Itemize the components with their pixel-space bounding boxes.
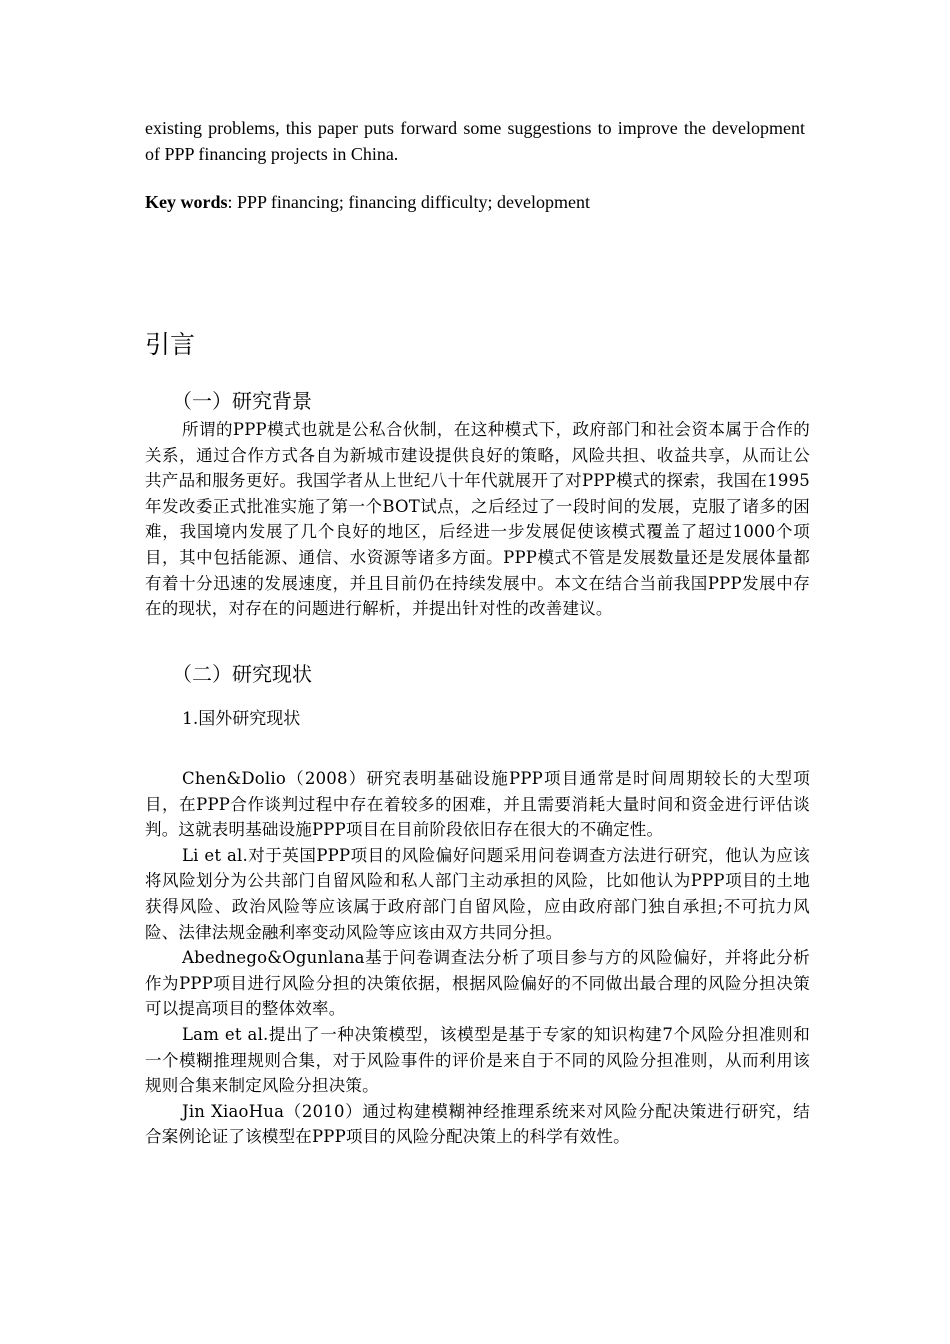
abstract-continuation: existing problems, this paper puts forward some suggestions to improve the development of PPP financing projects in China. <box>145 118 805 164</box>
research-paragraph-abednego: Abednego&Ogunlana基于问卷调查法分析了项目参与方的风险偏好，并将此分析作为PPP项目进行风险分担的决策依据，根据风险偏好的不同做出最合理的风险分担决策可以提高项目的整体效率。 <box>145 948 810 1019</box>
subheading-foreign-research: 1.国外研究现状 <box>182 709 301 729</box>
research-paragraph-li: Li et al.对于英国PPP项目的风险偏好问题采用问卷调查方法进行研究，他认为应该将风险划分为公共部门自留风险和私人部门主动承担的风险，比如他认为PPP项目的土地获得风险、政治风险等应该属于政府部门自留风险，应由政府部门独自承担;不可抗力风险、法律法规金融利率变动风险等应该由双方共同分担。 <box>145 845 810 942</box>
background-paragraph: 所谓的PPP模式也就是公私合伙制，在这种模式下，政府部门和社会资本属于合作的关系，通过合作方式各自为新城市建设提供良好的策略，风险共担、收益共享，从而让公共产品和服务更好。我国学者从上世纪八十年代就展开了对PPP模式的探索，我国在1995年发改委正式批准实施了第一个BOT试点，之后经过了一段时间的发展，克服了诸多的困难，我国境内发展了几个良好的地区，后经进一步发展促使该模式覆盖了超过1000个项目，其中包括能源、通信、水资源等诸多方面。PPP模式不管是发展数量还是发展体量都有着十分迅速的发展速度，并且目前仍在持续发展中。本文在结合当前我国PPP发展中存在的现状，对存在的问题进行解析，并提出针对性的改善建议。 <box>145 420 810 619</box>
foreign-research-paragraphs <box>145 766 810 1150</box>
section-heading-status: （二）研究现状 <box>172 662 312 686</box>
keywords-line <box>145 189 805 215</box>
research-paragraph-lam: Lam et al.提出了一种决策模型，该模型是基于专家的知识构建7个风险分担准则和一个模糊推理规则合集，对于风险事件的评价是来自于不同的风险分担准则，从而利用该规则合集来制定风险分担决策。 <box>145 1024 810 1096</box>
research-paragraph-chen-dolio: Chen&Dolio（2008）研究表明基础设施PPP项目通常是时间周期较长的大型项目，在PPP合作谈判过程中存在着较多的困难，并且需要消耗大量时间和资金进行评估谈判。这就表明基础设施PPP项目在目前阶段依旧存在很大的不确定性。 <box>145 769 810 840</box>
section-heading-background: （一）研究背景 <box>172 389 312 413</box>
research-paragraph-jin: Jin XiaoHua（2010）通过构建模糊神经推理系统来对风险分配决策进行研究，结合案例论证了该模型在PPP项目的风险分配决策上的科学有效性。 <box>145 1101 810 1147</box>
intro-heading: 引言 <box>145 330 196 359</box>
keywords-label: Key words <box>145 192 228 212</box>
keywords-text: : PPP financing; financing difficulty; development <box>227 192 590 212</box>
